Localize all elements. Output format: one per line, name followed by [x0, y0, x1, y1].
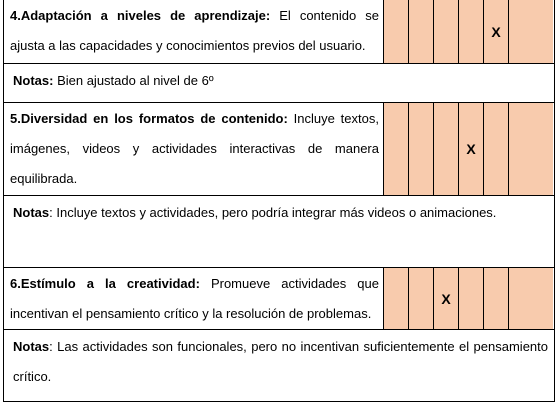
score-cell-5 [483, 268, 508, 329]
score-cell-1 [383, 268, 408, 329]
score-cell-2 [408, 103, 433, 195]
score-cell-3 [433, 0, 458, 63]
criterion-row-6 [3, 268, 555, 330]
criterion-text [4, 0, 383, 63]
score-cell-1 [383, 0, 408, 63]
criterion-row-4 [3, 0, 555, 64]
notes-text [4, 64, 554, 102]
notes-row-5 [3, 196, 555, 268]
criterion-description: Incluye textos, imágenes, videos y actividades interactivas de manera equilibrada. [10, 111, 379, 186]
score-cell-1 [383, 103, 408, 195]
criterion-title: 5.Diversidad en los formatos de contenido: [10, 111, 288, 126]
notes-label: Notas [13, 339, 50, 354]
notes-text [4, 330, 554, 401]
notes-row-6 [3, 330, 555, 402]
score-cell-5: X [483, 0, 508, 63]
score-cell-6 [508, 0, 553, 63]
score-cell-3 [433, 103, 458, 195]
score-cell-2 [408, 0, 433, 63]
criterion-row-5 [3, 103, 555, 196]
notes-body: : Las actividades son funcionales, pero no incentivan suficientemente el pensamiento crítico. [13, 339, 548, 384]
notes-row-4 [3, 64, 555, 103]
criterion-description: Promueve actividades que incentivan el pensamiento crítico y la resolución de problemas. [10, 276, 380, 321]
score-cell-2 [408, 268, 433, 329]
notes-label: Notas [13, 205, 50, 220]
score-cell-4 [458, 0, 483, 63]
score-cell-4: X [458, 103, 483, 195]
notes-body: : Incluye textos y actividades, pero podría integrar más videos o animaciones. [49, 205, 497, 220]
notes-label: Notas: [13, 73, 54, 88]
score-cell-5 [483, 103, 508, 195]
score-cell-6 [508, 268, 553, 329]
criterion-title: 4.Adaptación a niveles de aprendizaje: [10, 8, 271, 23]
score-cell-4 [458, 268, 483, 329]
notes-text [4, 196, 554, 267]
score-cell-3: X [433, 268, 458, 329]
notes-body: Bien ajustado al nivel de 6º [53, 73, 214, 88]
criterion-title: 6.Estímulo a la creatividad: [10, 276, 200, 291]
evaluation-rubric-table [3, 0, 555, 402]
score-cell-6 [508, 103, 553, 195]
criterion-text [4, 268, 383, 329]
criterion-text [4, 103, 383, 195]
criterion-description: El contenido se ajusta a las capacidades y conocimientos previos del usuario. [10, 8, 379, 53]
